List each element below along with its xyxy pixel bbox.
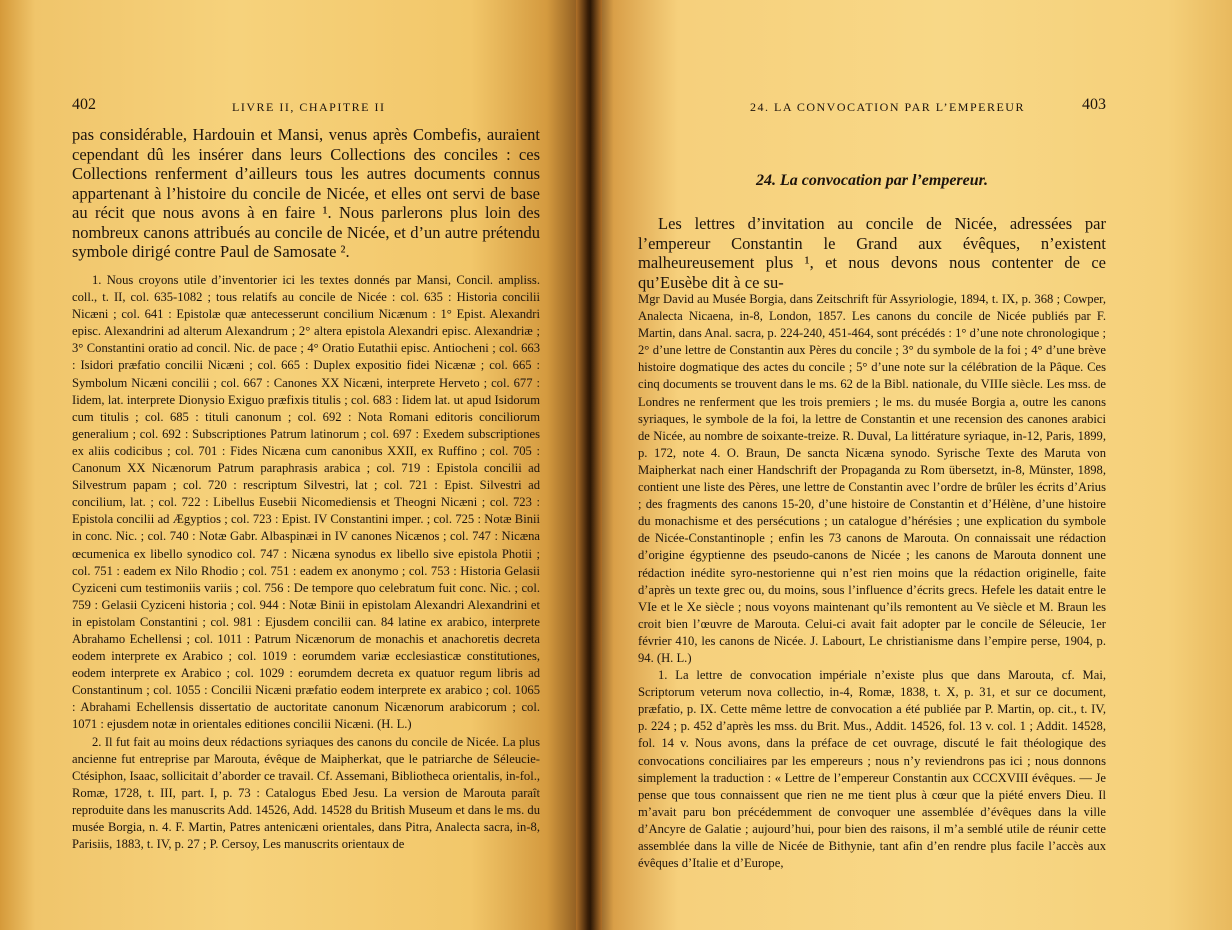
running-head: 24. LA CONVOCATION PAR L’EMPEREUR bbox=[750, 100, 1025, 114]
paragraph: Les lettres d’invitation au concile de Nicée, adressées par l’empereur Constantin le Grand aux évêques, n’existent malheureusement plus ¹, et nous devons nous contenter de ce qu’Eusèbe dit à ce su- bbox=[638, 214, 1106, 292]
section-title: 24. La convocation par l’empereur. bbox=[756, 172, 988, 189]
page-number: 403 bbox=[1082, 96, 1106, 113]
footnote-2: 2. Il fut fait au moins deux rédactions syriaques des canons du concile de Nicée. La plus ancienne fut entreprise par Marouta, évêque de Maipherkat, que le patriarche de Séleucie-Ctésiphon, Isaac, sollicitait d’aborder ce travail. Cf. Assemani, Bibliotheca orientalis, in-fol., Romæ, 1728, t. III, part. I, p. 73 : Catalogus Ebed Jesu. La version de Marouta paraît reproduite dans les manuscrits Add. 14526, Add. 14528 du British Museum et dans le ms. du musée Borgia, n. 4. F. Martin, Patres antenicæni orientales, dans Pitra, Analecta sacra, in-8, Parisiis, 1883, t. IV, p. 27 ; P. Cersoy, Les manuscrits orientaux de bbox=[72, 734, 540, 852]
left-page bbox=[0, 0, 588, 930]
footnote-1: 1. Nous croyons utile d’inventorier ici les textes donnés par Mansi, Concil. ampliss. coll., t. II, col. 635-1082 ; tous relatifs au concile de Nicée : col. 635 : Historia concilii Nicæni ; col. 641 : Epistolæ quæ antecesserunt concilium Nicænum : 1° Epist. Alexandri episc. Alexandrini ad alterum Alexandrum ; 2° altera epistola Alexandri episc. Alexandriæ ; 3° Constantini oratio ad concil. Nic. de pace ; 4° Oratio Eutathii episc. Antiocheni ; col. 663 : Isidori præfatio concilii Nicæni ; col. 665 : Duplex expositio fidei Nicænæ ; col. 665 : Symbolum Nicæni concilii ; col. 667 : Canones XX Nicæni, interprete Herveto ; col. 677 : Iidem, lat. interprete Dionysio Exiguo præfixis titulis ; col. 683 : Iidem lat. ut apud Isidorum cum titulis ; col. 685 : tituli canonum ; col. 692 : Nota Romani editoris conciliorum generalium ; col. 692 : Subscriptiones Patrum latinorum ; col. 697 : Exedem subscriptiones ex aliis codicibus ; col. 701 : Fides Nicæna cum canonibus XXII, ex Ruffino ; col. 705 : Canonum XX Nicænorum Patrum paraphrasis arabica ; col. 719 : Epistola concilii ad Silvestrum papam ; col. 720 : rescriptum Silvestri, lat ; col. 721 : Epist. Silvestri ad concilium, lat. ; col. 722 : Libellus Eusebii Nicomediensis et Theogni Nicæni ; col. 723 : Epistola concilii ad Ægyptios ; col. 723 : Epist. IV Constantini imper. ; col. 725 : Notæ Binii in conc. Nic. ; col. 740 : Notæ Gabr. Albaspinæi in IV canones Nicænos ; col. 747 : Nicæna œcumenica ex libello synodico col. 747 : Nicæna synodus ex libello sive epistola Photii ; col. 751 : eadem ex Nilo Rhodio ; col. 751 : eadem ex anonymo ; col. 753 : Historia Gelasii Cyziceni cum testimoniis variis ; col. 756 : De tempore quo celebratum fuit conc. Nic. ; col. 759 : Gelasii Cyziceni historia ; col. 944 : Notæ Binii in epistolam Alexandri Alexandrini et in epistolam Constantini ; col. 981 : Ejusdem concilii can. 84 latine ex arabico, interprete Abrahamo Echellensi ; col. 1011 : Patrum Nicænorum de monachis et anachoretis decreta eodem interprete ex Arabico ; col. 1019 : eorumdem variæ ecclesiasticæ constitutiones, eodem interprete ex Arabico ; col. 1029 : eorumdem decreta ex quatuor regum libris ad Constantinum ; col. 1055 : Concilii Nicæni præfatio eodem interprete ex arabico ; col. 1065 : Abrahami Echellensis dissertatio de auctoritate canonum Nicænorum arabicorum ; col. 1071 : ejusdem notæ in orientales editiones concilii Nicæni. (H. L.) bbox=[72, 273, 540, 732]
right-page bbox=[588, 0, 1232, 930]
page-number: 402 bbox=[72, 96, 96, 113]
running-head: LIVRE II, CHAPITRE II bbox=[232, 100, 386, 114]
paragraph: pas considérable, Hardouin et Mansi, venus après Combefis, auraient cependant dû les insérer dans leurs Collections des conciles : ces Collections renferment d’ailleurs tous les autres documents connus appartenant à l’histoire du concile de Nicée, et elles ont servi de base au récit que nous avons à en faire ¹. Nous parlerons plus loin des nombreux canons attribués au concile de Nicée, et d’un autre prétendu symbole dirigé contre Paul de Samosate ². bbox=[72, 125, 540, 261]
footnote-1: 1. La lettre de convocation impériale n’existe plus que dans Marouta, cf. Mai, Scriptorum veterum nova collectio, in-4, Romæ, 1838, t. X, p. 31, et sur ce document, præfatio, p. IX. Cette même lettre de convocation a été publiée par P. Martin, op. cit., t. IV, p. 224 ; p. 452 d’après les mss. du Brit. Mus., Addit. 14526, fol. 13 v. col. 1 ; Addit. 14528, fol. 14 v. Nous avons, dans la préface de cet ouvrage, discuté le fait théologique des convocations conciliaires par les empereurs ; nous n’y reviendrons pas ici ; nous donnons simplement la traduction : « Lettre de l’empereur Constantin aux CCCXVIII évêques. — Je pense que tous connaissent que rien ne me tient plus à cœur que la piété envers Dieu. Il m’avait paru bon précédemment de convoquer une assemblée d’évêques dans la ville d’Ancyre de Galatie ; aujourd’hui, pour bien des raisons, il m’a semblé utile de réunir cette assemblée dans la ville de Nicée de Bithynie, tant afin d’en rendre plus facile l’accès aux évêques d’Italie et d’Europe, bbox=[638, 668, 1106, 871]
footnotes bbox=[638, 291, 1106, 872]
body-text bbox=[72, 125, 540, 262]
book-gutter bbox=[576, 0, 602, 930]
footnotes bbox=[72, 272, 540, 853]
footnote-continuation: Mgr David au Musée Borgia, dans Zeitschrift für Assyriologie, 1894, t. IX, p. 368 ; Cowper, Analecta Nicaena, in-8, London, 1857. Les canons du concile de Nicée publiés par F. Martin, dans Anal. sacra, p. 224-240, 451-464, sont précédés : 1° d’une note chronologique ; 2° d’une lettre de Constantin aux Pères du concile ; 3° du symbole de la foi ; 4° d’une brève histoire dogmatique des actes du concile ; 5° d’une note sur la célébration de la Pâque. Ces cinq documents se trouvent dans le ms. 62 de la Bibl. nationale, du VIIIe siècle. Les mss. de Londres ne renferment que les trois premiers ; le ms. du musée Borgia a, outre les canons syriaques, le symbole de la foi, la lettre de Constantin et une recension des canones arabici de Nicée, au nombre de soixante-treize. R. Duval, La littérature syriaque, in-12, Paris, 1899, p. 172, note 4. O. Braun, De sancta Nicæna synodo. Syrische Texte des Maruta von Maipherkat nach einer Handschrift der Propaganda zu Rom übersetzt, in-8, Münster, 1898, contient une liste des Pères, une lettre de Constantin avec l’ordre de brûler les écrits d’Arius ; des fragments des canons 15-20, d’une histoire de Constantin et d’Hélène, d’une histoire du monachisme et des persécutions ; un catalogue d’hérésies ; une explication du symbole de Nicée-Constantinople ; enfin les 73 canons de Marouta. On connaissait une rédaction d’origine égyptienne des pseudo-canons de Nicée ; les canons de Marouta donnent une rédaction inédite syro-nestorienne qui n’est rien moins que la rédaction originelle, faite d’après un texte grec ou, du moins, sous l’influence d’écrits grecs. Hefele les datait entre le VIe et le Xe siècle ; nous voyons maintenant qu’ils remontent au Ve siècle et M. Braun les croit bien l’œuvre de Marouta. Celui-ci avait fait adopter par le concile de Séleucie, 1er février 410, les canons de Nicée. J. Labourt, Le christianisme dans l’empire perse, 1904, p. 94. (H. L.) bbox=[638, 292, 1106, 665]
body-text bbox=[638, 214, 1106, 292]
